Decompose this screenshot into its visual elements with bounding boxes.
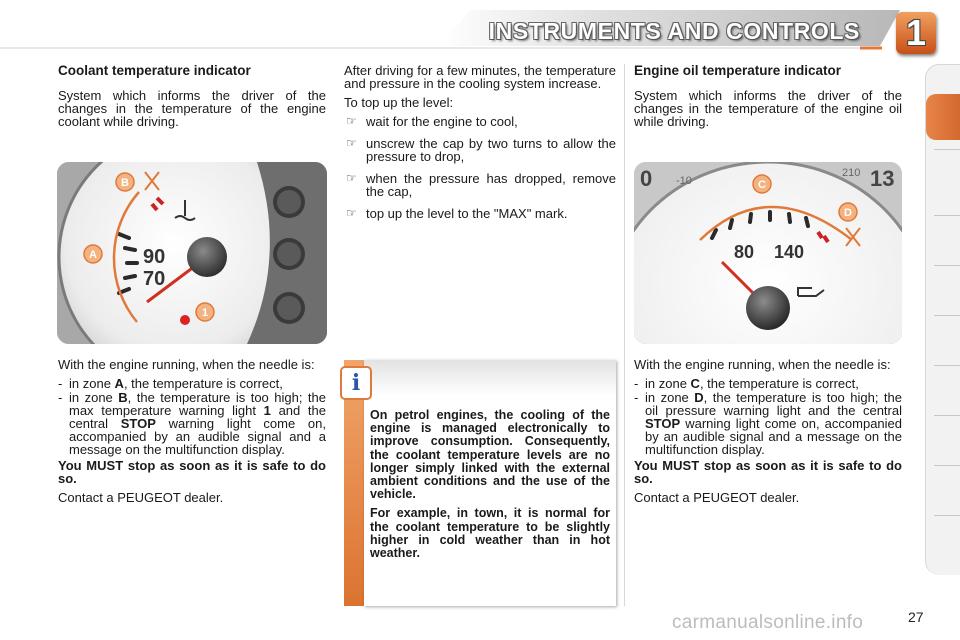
zone-prefix: in zone <box>645 390 695 405</box>
step-text: wait for the engine to cool, <box>366 114 518 129</box>
zone-letter: B <box>118 390 128 405</box>
oil-gauge-svg <box>634 162 902 344</box>
zone-text: , the temperature is correct, <box>699 376 859 391</box>
zone-text: and the central <box>69 403 326 431</box>
info-box-shade <box>364 360 616 396</box>
pointing-hand-icon: ☞ <box>346 136 357 150</box>
page-number: 27 <box>908 609 924 625</box>
step-text: top up the level to the "MAX" mark. <box>366 206 568 221</box>
oil-label-minus10: -10 <box>676 175 692 187</box>
oil-gauge-illustration <box>634 162 902 344</box>
list-item <box>344 137 616 163</box>
info-paragraph-2: For example, in town, it is normal for the coolant temperature to be slightly higher in cold weather than in hot weather. <box>370 506 610 561</box>
list-item <box>344 115 616 128</box>
coolant-zone-b: B <box>121 177 129 189</box>
tab-divider <box>934 415 960 416</box>
chapter-tabs <box>925 64 960 575</box>
coolant-heading: Coolant temperature indicator <box>58 63 251 78</box>
oil-label-13: 13 <box>870 166 895 191</box>
tab-divider <box>934 265 960 266</box>
oil-label-0: 0 <box>640 166 653 191</box>
coolant-contact: Contact a PEUGEOT dealer. <box>58 490 224 505</box>
chapter-number: 1 <box>905 12 927 53</box>
oil-section-top <box>634 64 902 134</box>
page-header <box>0 0 960 56</box>
zone-letter: C <box>690 376 700 391</box>
pointing-hand-icon: ☞ <box>346 171 357 185</box>
list-item <box>58 377 326 390</box>
zone-letter: D <box>694 390 704 405</box>
oil-zone-list <box>634 377 902 456</box>
zone-text: , the temperature is correct, <box>123 376 283 391</box>
coolant-zone-list <box>58 377 326 456</box>
coolant-zone-1: 1 <box>201 307 209 319</box>
zone-text: warning light come on, accompanied by an audible signal and a message on the multifunction display. <box>645 416 902 457</box>
zone-prefix: in zone <box>69 390 119 405</box>
info-icon: i <box>340 366 372 400</box>
tab-divider <box>934 315 960 316</box>
tab-divider <box>934 465 960 466</box>
zone-text: , the temperature is too high; the max temperature warning light <box>69 390 326 418</box>
coolant-gauge-illustration <box>57 162 327 344</box>
oil-needle-intro: With the engine running, when the needle is: <box>634 357 891 372</box>
coolant-section-bottom <box>58 358 326 510</box>
tab-divider <box>934 149 960 150</box>
tab-divider <box>934 365 960 366</box>
step-text: unscrew the cap by two turns to allow the pressure to drop, <box>366 136 616 164</box>
zone-letter: A <box>114 376 124 391</box>
coolant-intro: System which informs the driver of the changes in the temperature of the engine coolant while driving. <box>58 88 326 129</box>
coolant-label-90: 90 <box>143 246 166 268</box>
zone-prefix: in zone <box>645 376 691 391</box>
oil-section-bottom <box>634 358 902 510</box>
coolant-needle-intro: With the engine running, when the needle is: <box>58 357 315 372</box>
oil-heading: Engine oil temperature indicator <box>634 63 842 78</box>
oil-label-80: 80 <box>734 242 755 262</box>
coolant-section-top <box>58 64 326 134</box>
topup-steps <box>344 115 616 220</box>
oil-label-210: 210 <box>842 167 861 179</box>
coolant-label-70: 70 <box>143 268 166 290</box>
oil-zone-d: D <box>844 207 852 219</box>
list-item <box>344 207 616 220</box>
topup-intro: After driving for a few minutes, the temperature and pressure in the cooling system increase. <box>344 63 616 91</box>
topup-title: To top up the level: <box>344 95 454 110</box>
stop-label: STOP <box>645 416 681 431</box>
zone-prefix: in zone <box>69 376 115 391</box>
column-divider <box>624 64 625 606</box>
oil-label-140: 140 <box>774 242 805 262</box>
coolant-warning: You MUST stop as soon as it is safe to do so. <box>58 458 326 486</box>
watermark: carmanualsonline.info <box>672 612 864 633</box>
oil-warning: You MUST stop as soon as it is safe to do so. <box>634 458 902 486</box>
warning-light-number: 1 <box>263 403 271 418</box>
tab-divider <box>934 215 960 216</box>
oil-contact: Contact a PEUGEOT dealer. <box>634 490 800 505</box>
oil-zone-c: C <box>758 179 766 191</box>
page-title: INSTRUMENTS AND CONTROLS <box>488 18 860 44</box>
zone-text: , the temperature is too high; the oil pressure warning light and the central <box>645 390 902 418</box>
oil-intro: System which informs the driver of the changes in the temperature of the engine oil while driving. <box>634 88 902 129</box>
coolant-gauge-svg <box>57 162 327 344</box>
stop-label: STOP <box>120 416 156 431</box>
tab-divider <box>934 515 960 516</box>
list-item <box>634 377 902 390</box>
step-text: when the pressure has dropped, remove the cap, <box>366 171 616 199</box>
list-item <box>634 391 902 456</box>
coolant-zone-a: A <box>89 249 97 261</box>
topup-section <box>344 64 616 229</box>
info-paragraph-1: On petrol engines, the cooling of the engine is managed electronically to improve consumption. Consequently, the coolant temperature levels are no longer simply linked with the external ambient conditions and the use of the vehicle. <box>370 408 610 502</box>
info-box-text <box>370 409 610 566</box>
zone-text: warning light come on, accompanied by an audible signal and a message on the multifunction display. <box>69 416 326 457</box>
list-item <box>344 172 616 198</box>
pointing-hand-icon: ☞ <box>346 206 357 220</box>
active-chapter-tab <box>926 94 960 140</box>
pointing-hand-icon: ☞ <box>346 114 357 128</box>
list-item <box>58 391 326 456</box>
